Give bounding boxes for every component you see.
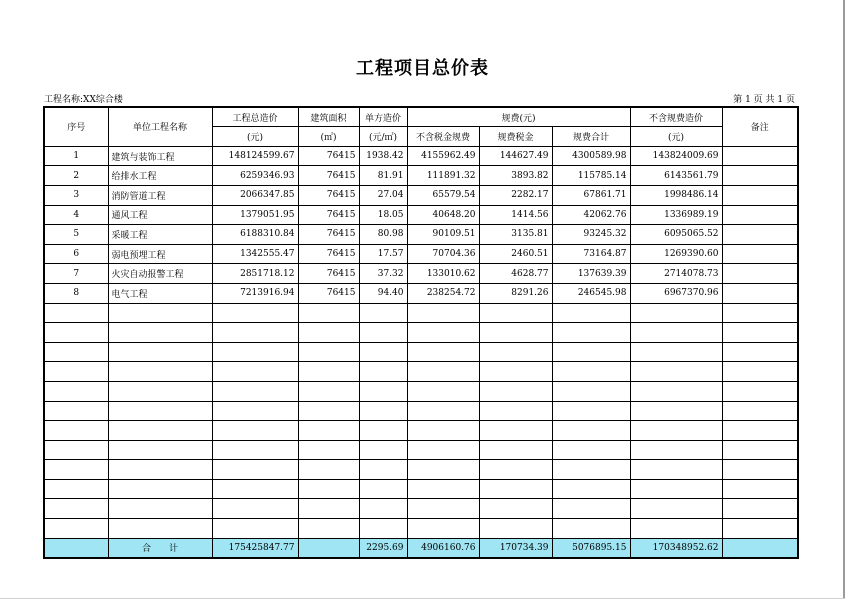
cell-remark bbox=[722, 166, 798, 186]
empty-cell bbox=[108, 460, 212, 480]
cell-excl-fee: 6967370.96 bbox=[630, 283, 722, 303]
empty-cell bbox=[298, 401, 359, 421]
empty-cell bbox=[630, 499, 722, 519]
empty-cell bbox=[108, 323, 212, 343]
total-seq-cell bbox=[44, 538, 108, 558]
empty-cell bbox=[407, 460, 479, 480]
cell-fee-pretax: 4155962.49 bbox=[407, 146, 479, 166]
cell-unit-name: 采暖工程 bbox=[108, 225, 212, 245]
header-area: 建筑面积 bbox=[298, 107, 359, 127]
header-unit-cost-unit: (元/㎡) bbox=[359, 127, 407, 146]
cell-unit-cost: 94.40 bbox=[359, 283, 407, 303]
empty-cell bbox=[552, 479, 630, 499]
empty-cell bbox=[630, 479, 722, 499]
total-area bbox=[298, 538, 359, 558]
empty-cell bbox=[44, 499, 108, 519]
cell-excl-fee: 1269390.60 bbox=[630, 244, 722, 264]
empty-cell bbox=[44, 381, 108, 401]
cell-unit-cost: 80.98 bbox=[359, 225, 407, 245]
empty-cell bbox=[44, 460, 108, 480]
cell-remark bbox=[722, 283, 798, 303]
empty-cell bbox=[298, 303, 359, 323]
cell-fee-total: 115785.14 bbox=[552, 166, 630, 186]
empty-cell bbox=[479, 519, 552, 539]
empty-cell bbox=[108, 421, 212, 441]
empty-cell bbox=[108, 479, 212, 499]
table-row bbox=[44, 244, 798, 264]
empty-cell bbox=[407, 479, 479, 499]
total-remark bbox=[722, 538, 798, 558]
header-remark: 备注 bbox=[722, 107, 798, 146]
empty-cell bbox=[407, 401, 479, 421]
empty-cell bbox=[212, 401, 298, 421]
empty-cell bbox=[44, 421, 108, 441]
cell-excl-fee: 6143561.79 bbox=[630, 166, 722, 186]
empty-cell bbox=[108, 401, 212, 421]
empty-cell bbox=[552, 323, 630, 343]
cell-total-cost: 148124599.67 bbox=[212, 146, 298, 166]
cell-area: 76415 bbox=[298, 185, 359, 205]
empty-cell bbox=[359, 323, 407, 343]
empty-cell bbox=[298, 519, 359, 539]
cell-remark bbox=[722, 264, 798, 284]
empty-cell bbox=[212, 519, 298, 539]
cell-unit-name: 建筑与装饰工程 bbox=[108, 146, 212, 166]
empty-cell bbox=[359, 342, 407, 362]
document-title: 工程项目总价表 bbox=[356, 58, 489, 79]
header-row-1 bbox=[44, 107, 798, 127]
empty-cell bbox=[479, 440, 552, 460]
cell-fee-total: 246545.98 bbox=[552, 283, 630, 303]
cell-excl-fee: 1336989.19 bbox=[630, 205, 722, 225]
empty-cell bbox=[108, 303, 212, 323]
cell-unit-cost: 27.04 bbox=[359, 185, 407, 205]
cell-fee-pretax: 65579.54 bbox=[407, 185, 479, 205]
cell-fee-total: 67861.71 bbox=[552, 185, 630, 205]
cell-fee-pretax: 133010.62 bbox=[407, 264, 479, 284]
empty-cell bbox=[108, 519, 212, 539]
empty-cell bbox=[407, 440, 479, 460]
empty-cell bbox=[108, 440, 212, 460]
cell-area: 76415 bbox=[298, 283, 359, 303]
cell-fee-total: 42062.76 bbox=[552, 205, 630, 225]
cell-total-cost: 1379051.95 bbox=[212, 205, 298, 225]
empty-cell bbox=[552, 381, 630, 401]
header-fee-total: 规费合计 bbox=[552, 127, 630, 146]
empty-cell bbox=[630, 303, 722, 323]
empty-cell bbox=[298, 440, 359, 460]
table-row bbox=[44, 283, 798, 303]
project-name-label: 工程名称:XX综合楼 bbox=[44, 95, 123, 105]
empty-cell bbox=[407, 303, 479, 323]
cell-fee-tax: 3135.81 bbox=[479, 225, 552, 245]
empty-cell bbox=[212, 440, 298, 460]
empty-cell bbox=[359, 499, 407, 519]
header-total-cost: 工程总造价 bbox=[212, 107, 298, 127]
cell-unit-cost: 37.32 bbox=[359, 264, 407, 284]
empty-cell bbox=[298, 342, 359, 362]
empty-cell bbox=[212, 381, 298, 401]
empty-cell bbox=[630, 519, 722, 539]
total-fee-tax: 170734.39 bbox=[479, 538, 552, 558]
cell-total-cost: 7213916.94 bbox=[212, 283, 298, 303]
empty-cell bbox=[630, 381, 722, 401]
cell-unit-name: 通风工程 bbox=[108, 205, 212, 225]
cell-fee-total: 73164.87 bbox=[552, 244, 630, 264]
blank-row bbox=[44, 401, 798, 421]
cell-seq: 1 bbox=[44, 146, 108, 166]
empty-cell bbox=[44, 519, 108, 539]
empty-cell bbox=[298, 479, 359, 499]
empty-cell bbox=[44, 362, 108, 382]
empty-cell bbox=[212, 460, 298, 480]
header-fee-tax: 规费税金 bbox=[479, 127, 552, 146]
empty-cell bbox=[630, 362, 722, 382]
empty-cell bbox=[552, 499, 630, 519]
header-total-cost-unit: (元) bbox=[212, 127, 298, 146]
empty-cell bbox=[359, 303, 407, 323]
cell-unit-name: 电气工程 bbox=[108, 283, 212, 303]
empty-cell bbox=[630, 460, 722, 480]
empty-cell bbox=[552, 519, 630, 539]
empty-cell bbox=[630, 421, 722, 441]
empty-cell bbox=[298, 499, 359, 519]
cell-unit-cost: 81.91 bbox=[359, 166, 407, 186]
blank-row bbox=[44, 499, 798, 519]
empty-cell bbox=[108, 362, 212, 382]
empty-cell bbox=[722, 479, 798, 499]
empty-cell bbox=[212, 323, 298, 343]
cell-remark bbox=[722, 185, 798, 205]
total-excl-fee: 170348952.62 bbox=[630, 538, 722, 558]
empty-cell bbox=[552, 460, 630, 480]
empty-cell bbox=[479, 421, 552, 441]
empty-cell bbox=[552, 362, 630, 382]
total-fee-pretax: 4906160.76 bbox=[407, 538, 479, 558]
empty-cell bbox=[630, 323, 722, 343]
cell-area: 76415 bbox=[298, 146, 359, 166]
empty-cell bbox=[44, 323, 108, 343]
cell-fee-total: 137639.39 bbox=[552, 264, 630, 284]
empty-cell bbox=[479, 323, 552, 343]
empty-cell bbox=[108, 381, 212, 401]
empty-cell bbox=[630, 401, 722, 421]
cell-unit-cost: 18.05 bbox=[359, 205, 407, 225]
empty-cell bbox=[44, 440, 108, 460]
cell-fee-tax: 2460.51 bbox=[479, 244, 552, 264]
blank-row bbox=[44, 460, 798, 480]
cell-unit-cost: 17.57 bbox=[359, 244, 407, 264]
cell-area: 76415 bbox=[298, 264, 359, 284]
cell-excl-fee: 6095065.52 bbox=[630, 225, 722, 245]
blank-row bbox=[44, 519, 798, 539]
empty-cell bbox=[552, 421, 630, 441]
empty-cell bbox=[212, 362, 298, 382]
cell-total-cost: 6188310.84 bbox=[212, 225, 298, 245]
empty-cell bbox=[212, 303, 298, 323]
empty-cell bbox=[298, 421, 359, 441]
empty-cell bbox=[359, 362, 407, 382]
empty-cell bbox=[359, 479, 407, 499]
blank-row bbox=[44, 342, 798, 362]
cell-unit-cost: 1938.42 bbox=[359, 146, 407, 166]
blank-row bbox=[44, 381, 798, 401]
empty-cell bbox=[630, 342, 722, 362]
empty-cell bbox=[479, 362, 552, 382]
empty-cell bbox=[552, 303, 630, 323]
empty-cell bbox=[212, 421, 298, 441]
empty-cell bbox=[722, 519, 798, 539]
empty-cell bbox=[298, 381, 359, 401]
empty-cell bbox=[44, 401, 108, 421]
empty-cell bbox=[479, 460, 552, 480]
header-area-unit: (㎡) bbox=[298, 127, 359, 146]
empty-cell bbox=[722, 381, 798, 401]
header-seq: 序号 bbox=[44, 107, 108, 146]
cell-fee-pretax: 238254.72 bbox=[407, 283, 479, 303]
cell-seq: 8 bbox=[44, 283, 108, 303]
empty-cell bbox=[479, 303, 552, 323]
cell-seq: 2 bbox=[44, 166, 108, 186]
header-unit-cost: 单方造价 bbox=[359, 107, 407, 127]
empty-cell bbox=[359, 421, 407, 441]
empty-cell bbox=[552, 342, 630, 362]
empty-cell bbox=[722, 460, 798, 480]
empty-cell bbox=[479, 479, 552, 499]
cell-excl-fee: 1998486.14 bbox=[630, 185, 722, 205]
empty-cell bbox=[722, 342, 798, 362]
cost-summary-table bbox=[43, 106, 799, 559]
cell-fee-pretax: 40648.20 bbox=[407, 205, 479, 225]
empty-cell bbox=[359, 401, 407, 421]
empty-cell bbox=[298, 323, 359, 343]
empty-cell bbox=[212, 479, 298, 499]
table-row bbox=[44, 166, 798, 186]
blank-row bbox=[44, 323, 798, 343]
header-fees: 规费(元) bbox=[407, 107, 630, 127]
empty-cell bbox=[552, 401, 630, 421]
cell-fee-total: 4300589.98 bbox=[552, 146, 630, 166]
totals-row bbox=[44, 538, 798, 558]
empty-cell bbox=[212, 499, 298, 519]
empty-cell bbox=[407, 342, 479, 362]
cell-fee-tax: 1414.56 bbox=[479, 205, 552, 225]
cell-seq: 6 bbox=[44, 244, 108, 264]
header-fee-pretax: 不含税金规费 bbox=[407, 127, 479, 146]
cell-seq: 5 bbox=[44, 225, 108, 245]
cell-fee-tax: 8291.26 bbox=[479, 283, 552, 303]
cell-remark bbox=[722, 244, 798, 264]
cell-seq: 3 bbox=[44, 185, 108, 205]
empty-cell bbox=[407, 519, 479, 539]
empty-cell bbox=[722, 440, 798, 460]
header-excl-fee: 不含规费造价 bbox=[630, 107, 722, 127]
cell-unit-name: 消防管道工程 bbox=[108, 185, 212, 205]
cell-total-cost: 1342555.47 bbox=[212, 244, 298, 264]
empty-cell bbox=[722, 303, 798, 323]
empty-cell bbox=[108, 499, 212, 519]
cell-total-cost: 2066347.85 bbox=[212, 185, 298, 205]
empty-cell bbox=[407, 381, 479, 401]
cell-remark bbox=[722, 225, 798, 245]
empty-cell bbox=[722, 499, 798, 519]
cell-fee-tax: 4628.77 bbox=[479, 264, 552, 284]
empty-cell bbox=[298, 460, 359, 480]
cell-excl-fee: 2714078.73 bbox=[630, 264, 722, 284]
blank-row bbox=[44, 303, 798, 323]
cell-unit-name: 弱电预埋工程 bbox=[108, 244, 212, 264]
cell-seq: 7 bbox=[44, 264, 108, 284]
total-label: 合 计 bbox=[108, 538, 212, 558]
empty-cell bbox=[212, 342, 298, 362]
table-row bbox=[44, 146, 798, 166]
empty-cell bbox=[407, 421, 479, 441]
table-row bbox=[44, 205, 798, 225]
cell-area: 76415 bbox=[298, 166, 359, 186]
total-fee-total: 5076895.15 bbox=[552, 538, 630, 558]
blank-row bbox=[44, 362, 798, 382]
cell-total-cost: 2851718.12 bbox=[212, 264, 298, 284]
cell-total-cost: 6259346.93 bbox=[212, 166, 298, 186]
table-row bbox=[44, 264, 798, 284]
empty-cell bbox=[44, 303, 108, 323]
empty-cell bbox=[722, 362, 798, 382]
cell-fee-pretax: 111891.32 bbox=[407, 166, 479, 186]
empty-cell bbox=[359, 460, 407, 480]
cell-unit-name: 给排水工程 bbox=[108, 166, 212, 186]
blank-row bbox=[44, 440, 798, 460]
cell-fee-pretax: 90109.51 bbox=[407, 225, 479, 245]
page-indicator: 第 1 页 共 1 页 bbox=[733, 95, 795, 105]
cell-unit-name: 火灾自动报警工程 bbox=[108, 264, 212, 284]
empty-cell bbox=[407, 499, 479, 519]
total-unit-cost: 2295.69 bbox=[359, 538, 407, 558]
cell-fee-pretax: 70704.36 bbox=[407, 244, 479, 264]
cell-area: 76415 bbox=[298, 244, 359, 264]
empty-cell bbox=[722, 323, 798, 343]
empty-cell bbox=[359, 440, 407, 460]
cell-area: 76415 bbox=[298, 225, 359, 245]
cell-fee-tax: 2282.17 bbox=[479, 185, 552, 205]
empty-cell bbox=[552, 440, 630, 460]
table-row bbox=[44, 225, 798, 245]
cell-seq: 4 bbox=[44, 205, 108, 225]
empty-cell bbox=[407, 362, 479, 382]
table-row bbox=[44, 185, 798, 205]
empty-cell bbox=[479, 381, 552, 401]
empty-cell bbox=[44, 342, 108, 362]
empty-cell bbox=[298, 362, 359, 382]
empty-cell bbox=[479, 401, 552, 421]
empty-cell bbox=[479, 342, 552, 362]
empty-cell bbox=[108, 342, 212, 362]
empty-cell bbox=[407, 323, 479, 343]
cell-remark bbox=[722, 146, 798, 166]
empty-cell bbox=[630, 440, 722, 460]
empty-cell bbox=[359, 519, 407, 539]
cell-fee-tax: 144627.49 bbox=[479, 146, 552, 166]
cell-remark bbox=[722, 205, 798, 225]
empty-cell bbox=[722, 421, 798, 441]
empty-cell bbox=[359, 381, 407, 401]
cell-area: 76415 bbox=[298, 205, 359, 225]
empty-cell bbox=[479, 499, 552, 519]
empty-cell bbox=[44, 479, 108, 499]
empty-cell bbox=[722, 401, 798, 421]
blank-row bbox=[44, 479, 798, 499]
cell-excl-fee: 143824009.69 bbox=[630, 146, 722, 166]
header-excl-fee-unit: (元) bbox=[630, 127, 722, 146]
header-unit-name: 单位工程名称 bbox=[108, 107, 212, 146]
cell-fee-tax: 3893.82 bbox=[479, 166, 552, 186]
cell-fee-total: 93245.32 bbox=[552, 225, 630, 245]
total-total-cost: 175425847.77 bbox=[212, 538, 298, 558]
blank-row bbox=[44, 421, 798, 441]
